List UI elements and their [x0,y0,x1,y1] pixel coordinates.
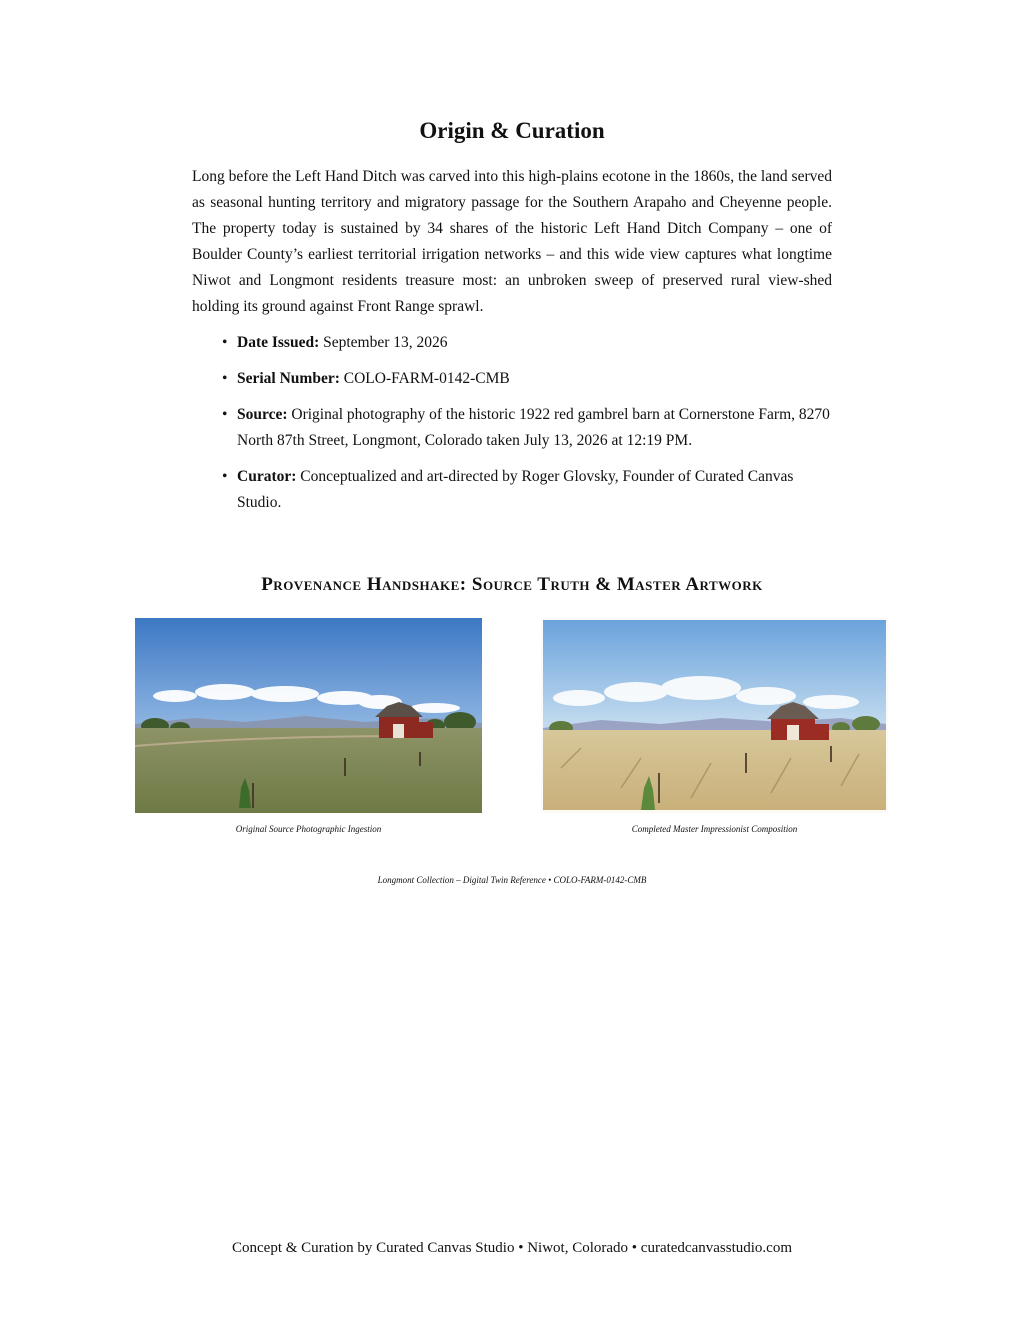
source-photograph [135,618,482,813]
figure-caption: Original Source Photographic Ingestion [235,824,382,834]
fact-curator [192,464,832,516]
figure-caption: Completed Master Impressionist Composition [631,824,798,834]
fact-serial-number [192,366,832,392]
fact-value: September 13, 2026 [323,334,448,351]
provenance-heading: Provenance Handshake: Source Truth & Master Artwork [261,574,763,595]
page-title: Origin & Curation [419,118,605,143]
source-photo-figure [135,618,482,834]
fact-value: Original photography of the historic 1922 red gambrel barn at Cornerstone Farm, 8270 North 87th Street, Longmont, Colorado taken July 13, 2026 at 12:19 PM. [237,406,830,449]
intro-paragraph: Long before the Left Hand Ditch was carved into this high-plains ecotone in the 1860s, the land served as seasonal hunting territory and migratory passage for the Southern Arapaho and Cheyenne people. The property today is sustained by 34 shares of the historic Left Hand Ditch Company – one of Boulder County’s earliest territorial irrigation networks – and this wide view captures what longtime Niwot and Longmont residents treasure most: an unbroken sweep of preserved rural view-shed holding its ground against Front Range sprawl. [192,168,832,315]
master-artwork-painting [541,618,888,813]
reference-line: Longmont Collection – Digital Twin Reference • COLO-FARM-0142-CMB [377,875,647,885]
fact-label: Date Issued: [237,334,320,351]
page-footer: Concept & Curation by Curated Canvas Studio • Niwot, Colorado • curatedcanvasstudio.com [232,1240,792,1256]
fact-label: Curator: [237,468,297,485]
fact-date-issued [192,330,832,356]
fact-value: COLO-FARM-0142-CMB [343,370,510,387]
fact-label: Source: [237,406,288,423]
master-artwork-figure [541,618,888,834]
facts-list [192,330,832,526]
fact-label: Serial Number: [237,370,340,387]
fact-source [192,402,832,454]
fact-value: Conceptualized and art-directed by Roger Glovsky, Founder of Curated Canvas Studio. [237,468,794,511]
